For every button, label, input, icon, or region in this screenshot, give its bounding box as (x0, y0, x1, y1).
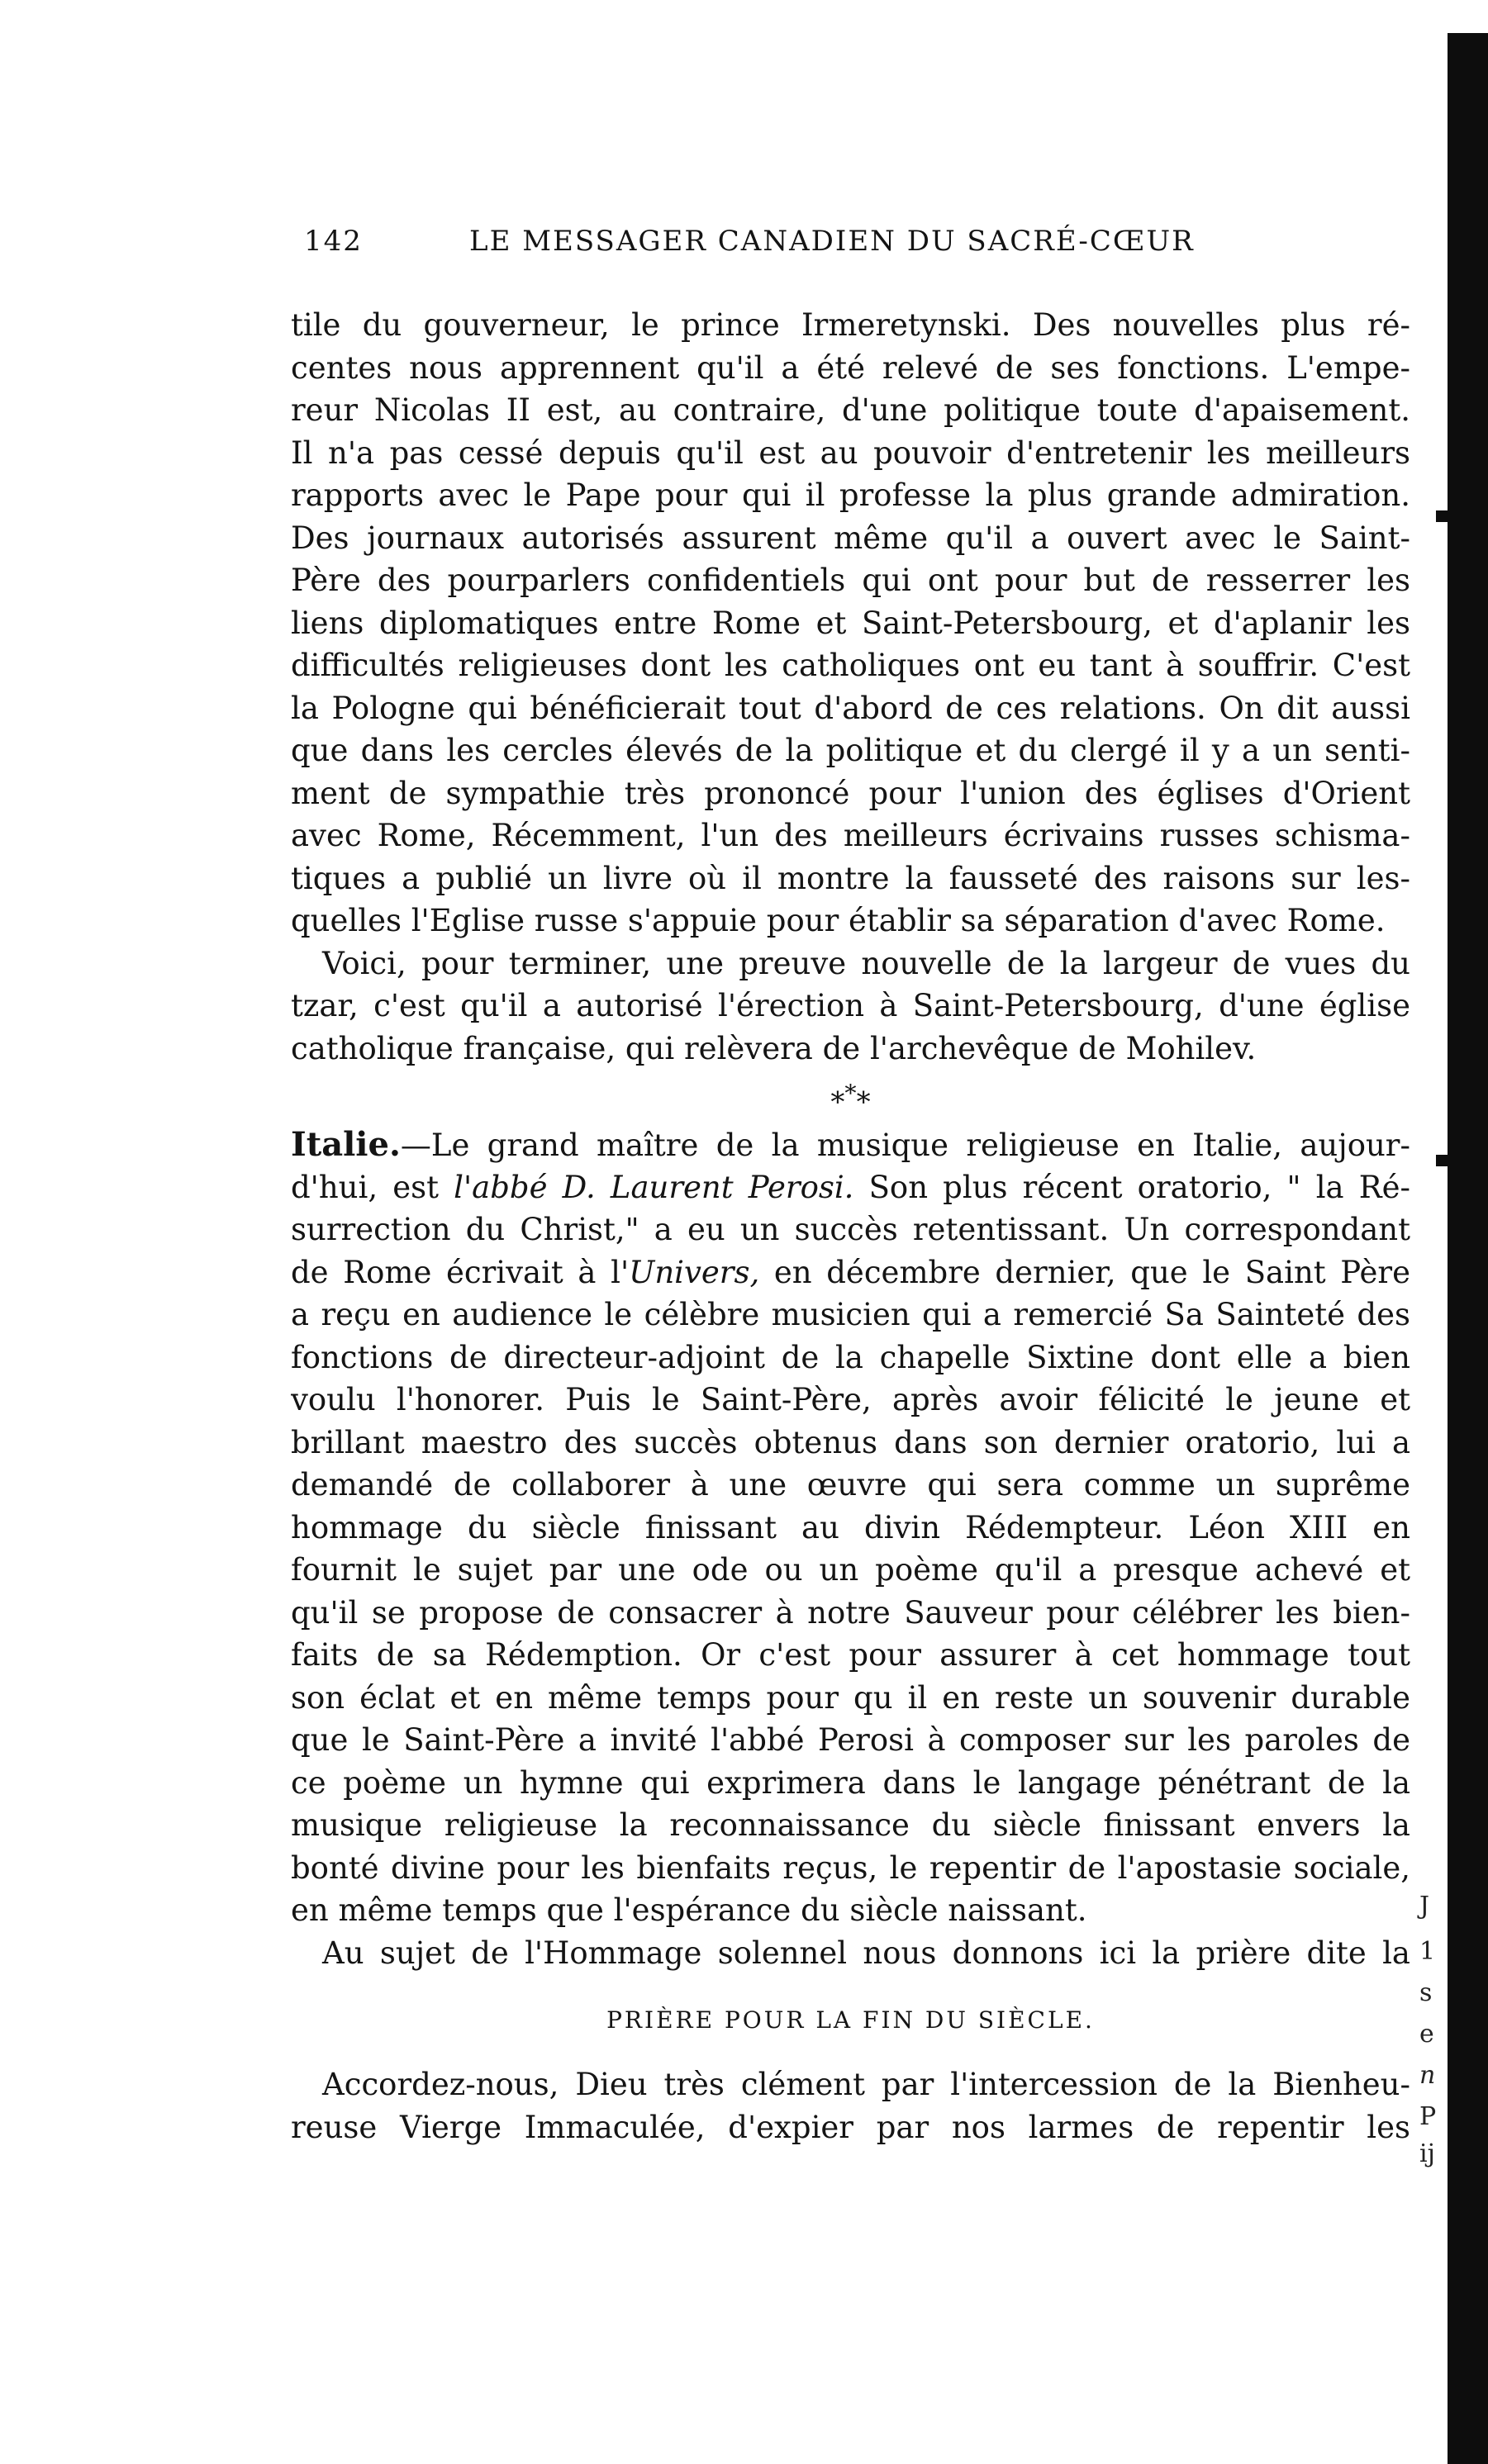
text-line: liens diplomatiques entre Rome et Saint-Petersbourg, et d'aplanir les (291, 605, 1410, 641)
text-line: qu'il se propose de consacrer à notre Sauveur pour célébrer les bien- (291, 1594, 1410, 1631)
text-line: de Rome écrivait à l'Univers, en décembre dernier, que le Saint Père (291, 1254, 1410, 1290)
text-line: demandé de collaborer à une œuvre qui sera comme un suprême (291, 1467, 1410, 1503)
text-line: catholique française, qui relèvera de l'archevêque de Mohilev. (291, 1030, 1257, 1066)
text-line: tzar, c'est qu'il a autorisé l'érection à Saint-Petersbourg, d'une église (291, 988, 1410, 1023)
binding-notch (1436, 1155, 1451, 1166)
text-line: Italie.—Le grand maître de la musique religieuse en Italie, aujour- (291, 1125, 1410, 1164)
text-line: ment de sympathie très prononcé pour l'union des églises d'Orient (291, 775, 1410, 811)
section-separator (291, 1072, 1410, 1115)
text-line: faits de sa Rédemption. Or c'est pour assurer à cet hommage tout (291, 1637, 1410, 1673)
paragraph-priere (291, 2063, 1410, 2148)
text-line: la Pologne qui bénéficierait tout d'abord de ces relations. On dit aussi (291, 690, 1410, 726)
text-line: surrection du Christ," a eu un succès retentissant. Un correspondant (291, 1212, 1410, 1247)
margin-fragment: P (1419, 2102, 1437, 2131)
text-line: rapports avec le Pape pour qui il professe la plus grande admiration. (291, 477, 1410, 513)
binding-notch (1436, 510, 1451, 522)
margin-fragment: J (1419, 1892, 1430, 1920)
text-line: d'hui, est l'abbé D. Laurent Perosi. Son plus récent oratorio, " la Ré- (291, 1169, 1410, 1205)
text-line: voulu l'honorer. Puis le Saint-Père, après avoir félicité le jeune et (291, 1382, 1410, 1417)
margin-fragment: e (1419, 2020, 1434, 2049)
margin-fragment: 1 (1419, 1937, 1436, 1966)
margin-fragment: s (1419, 1978, 1433, 2007)
text-line: Il n'a pas cessé depuis qu'il est au pouvoir d'entretenir les meilleurs (291, 434, 1410, 471)
text-line: quelles l'Eglise russe s'appuie pour établir sa séparation d'avec Rome. (291, 903, 1386, 938)
paragraph-italie (291, 1123, 1410, 1974)
text-line: a reçu en audience le célèbre musicien qui a remercié Sa Sainteté des (291, 1297, 1410, 1332)
text-line: que le Saint-Père a invité l'abbé Perosi à composer sur les paroles de (291, 1722, 1410, 1758)
text-line: bonté divine pour les bienfaits reçus, le repentir de l'apostasie sociale, (291, 1849, 1410, 1886)
text-line: Voici, pour terminer, une preuve nouvelle de la largeur de vues du (322, 945, 1410, 981)
text-line: brillant maestro des succès obtenus dans son dernier oratorio, lui a (291, 1424, 1410, 1460)
text-line: reur Nicolas II est, au contraire, d'une politique toute d'apaisement. (291, 392, 1410, 428)
text-line: hommage du siècle finissant au divin Rédempteur. Léon XIII en (291, 1509, 1410, 1545)
text-line: reuse Vierge Immaculée, d'expier par nos larmes de repentir les (291, 2109, 1410, 2145)
margin-fragment: n (1419, 2061, 1436, 2090)
priere-title: PRIÈRE POUR LA FIN DU SIÈCLE. (606, 2006, 1095, 2034)
text-line: Accordez-nous, Dieu très clément par l'intercession de la Bienheu- (322, 2067, 1410, 2102)
text-line: avec Rome, Récemment, l'un des meilleurs écrivains russes schisma- (291, 818, 1410, 853)
text-line: en même temps que l'espérance du siècle naissant. (291, 1892, 1087, 1928)
text-line: musique religieuse la reconnaissance du siècle finissant envers la (291, 1807, 1410, 1843)
section-heading-italie: Italie. (291, 1125, 401, 1164)
running-title: LE MESSAGER CANADIEN DU SACRÉ-CŒUR (469, 225, 1195, 258)
paragraph-russia (291, 304, 1410, 1070)
text-line: tile du gouverneur, le prince Irmeretynski. Des nouvelles plus ré- (291, 307, 1410, 343)
margin-fragment: ij (1419, 2139, 1435, 2168)
page-number: 142 (304, 225, 363, 258)
text-line: centes nous apprennent qu'il a été relevé de ses fonctions. L'empe- (291, 349, 1410, 386)
text-line: fournit le sujet par une ode ou un poème qu'il a presque achevé et (291, 1552, 1410, 1588)
priere-title-block (291, 1999, 1410, 2042)
binding-shadow (1448, 33, 1488, 2464)
text-line: ce poème un hymne qui exprimera dans le langage pénétrant de la (291, 1764, 1410, 1801)
asterism: *** (830, 1080, 871, 1115)
text-line: Père des pourparlers confidentiels qui ont pour but de resserrer les (291, 563, 1410, 598)
text-line: difficultés religieuses dont les catholiques ont eu tant à souffrir. C'est (291, 648, 1410, 683)
text-line: Au sujet de l'Hommage solennel nous donnons ici la prière dite la (322, 1935, 1410, 1971)
text-line: fonctions de directeur-adjoint de la chapelle Sixtine dont elle a bien (291, 1339, 1410, 1375)
text-line: Des journaux autorisés assurent même qu'il a ouvert avec le Saint- (291, 520, 1410, 556)
text-line: tiques a publié un livre où il montre la fausseté des raisons sur les- (291, 860, 1410, 896)
text-line: que dans les cercles élevés de la politique et du clergé il y a un senti- (291, 733, 1410, 768)
text-line: son éclat et en même temps pour qu il en reste un souvenir durable (291, 1679, 1410, 1716)
